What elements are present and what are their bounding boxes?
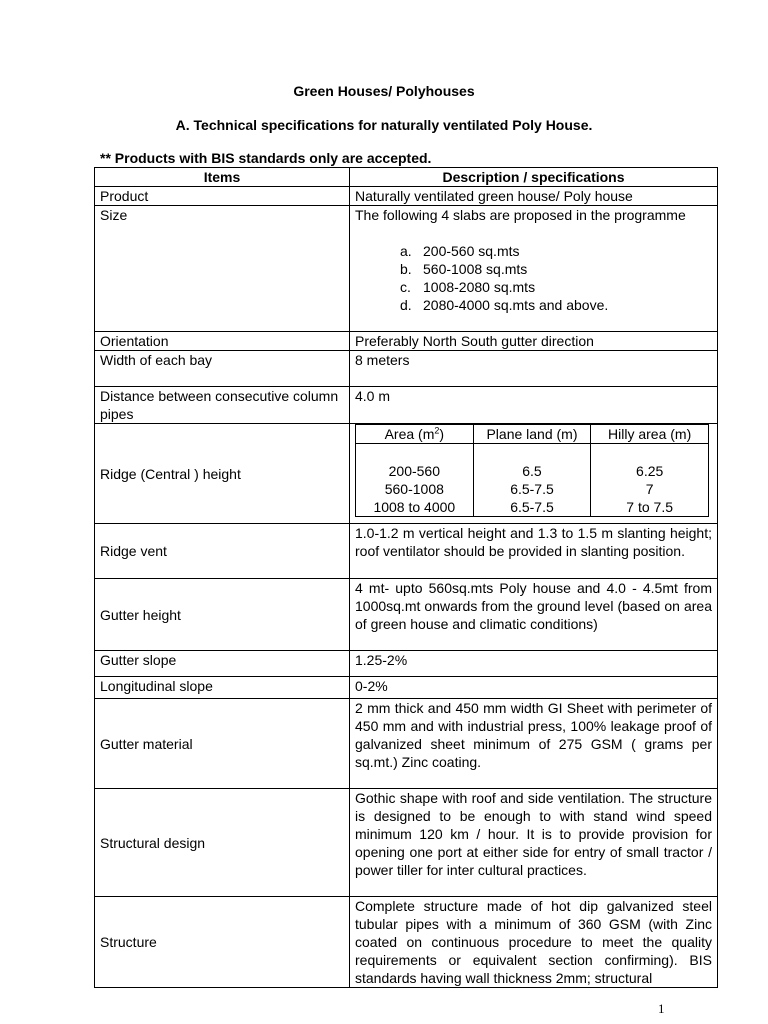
item-label: Gutter slope [95,651,350,677]
item-label: Width of each bay [95,351,350,387]
item-desc: 4 mt- upto 560sq.mts Poly house and 4.0 - 4.5mt from 1000sq.mt onwards from the ground level (based on area of green house and climatic conditions) [350,579,718,651]
row-gutter-height [95,579,718,651]
item-desc: 2 mm thick and 450 mm width GI Sheet with perimeter of 450 mm and with industrial press, 100% leakage proof of galvanized sheet minimum of 275 GSM ( grams per sq.mt.) Zinc coating. [350,699,718,789]
item-desc: Naturally ventilated green house/ Poly house [350,187,718,206]
item-desc-cell [350,424,718,524]
hilly-values: 6.25 7 7 to 7.5 [591,444,709,517]
row-ridge-height [95,424,718,524]
item-desc: Preferably North South gutter direction [350,332,718,351]
row-gutter-slope [95,651,718,677]
item-desc-cell [350,206,718,332]
item-label: Ridge vent [95,524,350,579]
item-label: Gutter height [95,579,350,651]
area-values: 200-560 560-1008 1008 to 4000 [356,444,474,517]
bis-note: ** Products with BIS standards only are accepted. [100,150,432,166]
item-label: Product [95,187,350,206]
header-description: Description / specifications [350,168,718,187]
item-label: Structural design [95,789,350,897]
row-product [95,187,718,206]
header-items: Items [95,168,350,187]
list-item: a. 200-560 sq.mts [400,243,520,259]
document-subtitle: A. Technical specifications for naturally ventilated Poly House. [175,117,593,133]
inner-header-row [356,425,709,444]
item-desc: 1.25-2% [350,651,718,677]
item-label: Gutter material [95,699,350,789]
inner-body-row [356,444,709,517]
list-item: c. 1008-2080 sq.mts [400,279,536,295]
row-gutter-material [95,699,718,789]
spec-table [94,167,718,988]
slab-list [355,242,712,314]
row-longitudinal-slope [95,677,718,699]
row-structure [95,897,718,988]
header-area: Area $(m^2)$ [356,425,474,444]
row-distance [95,387,718,424]
item-label: Ridge (Central ) height [95,424,350,524]
item-desc: The following 4 slabs are proposed in the programme [355,207,686,223]
list-item: d. 2080-4000 sq.mts and above. [400,297,609,313]
row-orientation [95,332,718,351]
row-structural-design [95,789,718,897]
item-desc: 8 meters [350,351,718,387]
row-ridge-vent [95,524,718,579]
item-label: Distance between consecutive column pipes [95,387,350,424]
item-desc: 1.0-1.2 m vertical height and 1.3 to 1.5 m slanting height; roof ventilator should be provided in slanting position. [350,524,718,579]
table-header-row [95,168,718,187]
plane-values: 6.5 6.5-7.5 6.5-7.5 [473,444,591,517]
item-label: Structure [95,897,350,988]
document-title: Green Houses/ Polyhouses [293,83,475,99]
page-number: 1 [658,1001,665,1016]
item-desc: Complete structure made of hot dip galvanized steel tubular pipes with a minimum of 360 GSM (with Zinc coated on continuous procedure to meet the quality requirements or equivalent section confirming). BIS standards having wall thickness 2mm; structural [350,897,718,988]
item-label: Longitudinal slope [95,677,350,699]
ridge-height-table [355,424,709,517]
row-size [95,206,718,332]
item-label: Orientation [95,332,350,351]
item-desc: Gothic shape with roof and side ventilation. The structure is designed to be enough to with stand wind speed minimum 120 km / hour. It is to provide provision for opening one port at either side for entry of small tractor / power tiller for inter cultural practices. [350,789,718,897]
list-item: b. 560-1008 sq.mts [400,261,528,277]
item-label: Size [95,206,350,332]
item-desc: 4.0 m [350,387,718,424]
row-width [95,351,718,387]
header-plane-land: Plane land (m) [473,425,591,444]
item-desc: 0-2% [350,677,718,699]
header-hilly-area: Hilly area (m) [591,425,709,444]
